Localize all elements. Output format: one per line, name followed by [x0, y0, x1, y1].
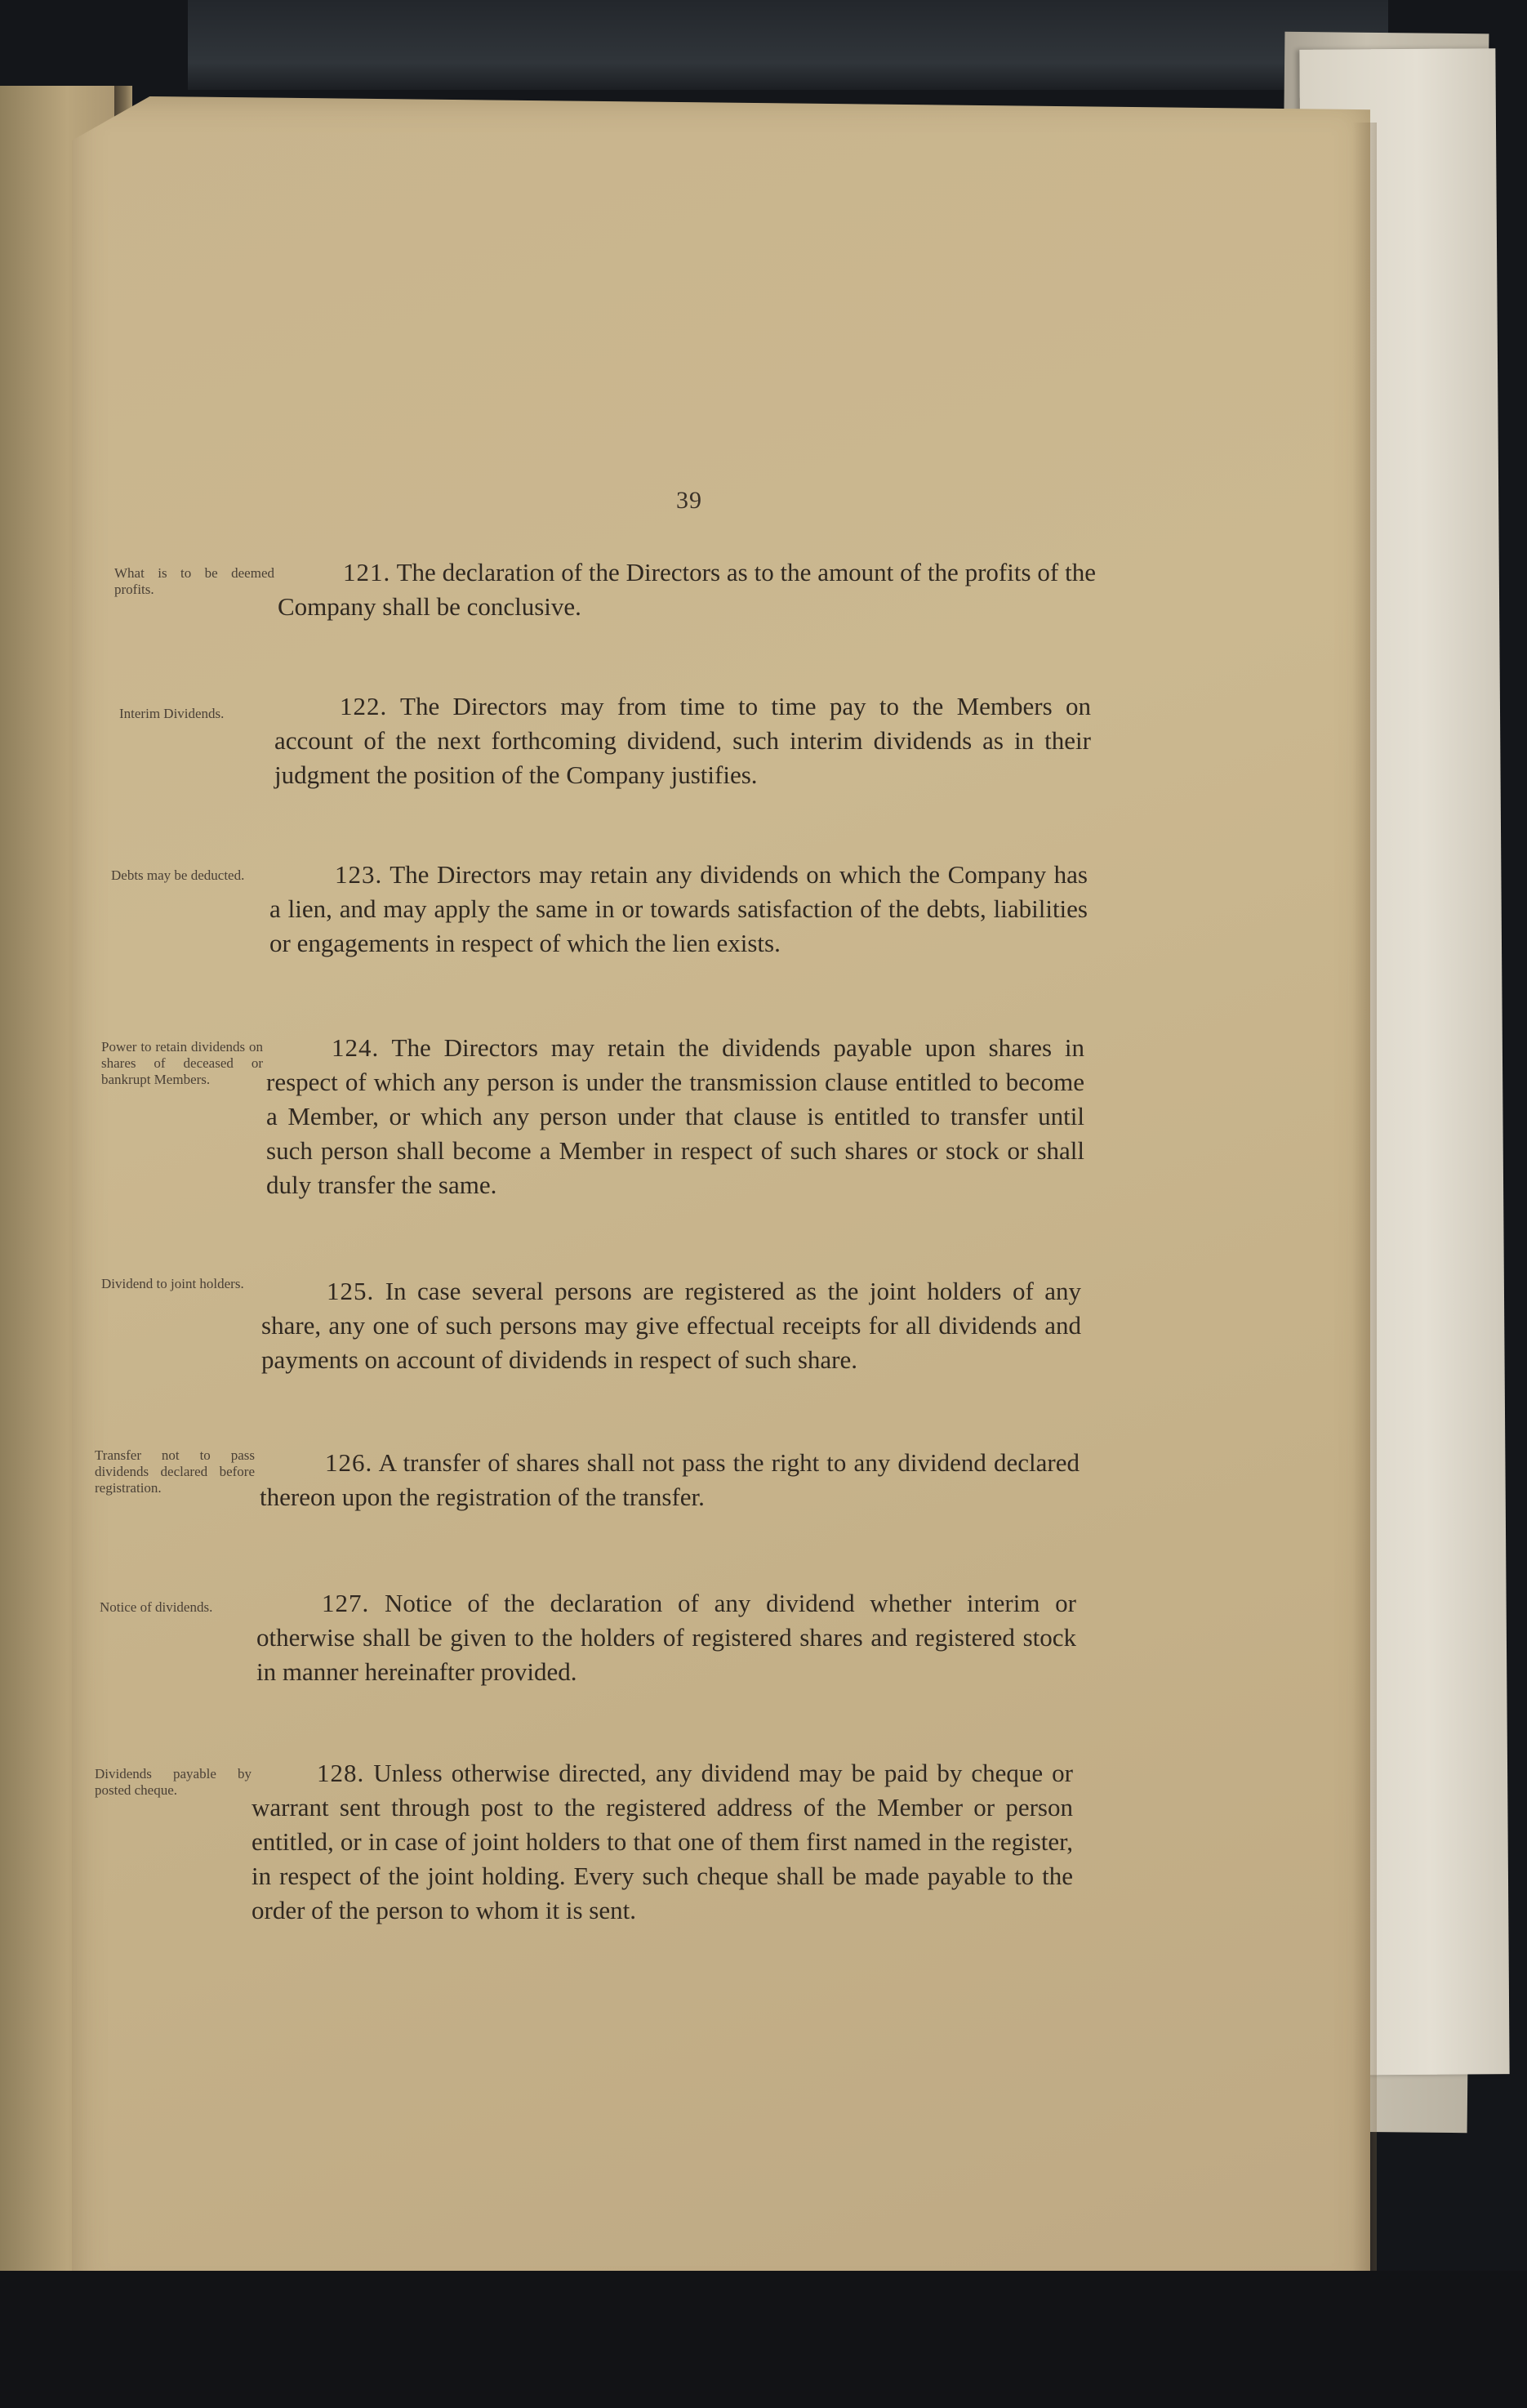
clause-text: The Directors may from time to time pay to the Members on account of the next forthcoming dividend, such interim dividends as in their judgment the position of the Company justifies. — [274, 692, 1091, 789]
clause-number: 123. — [335, 860, 383, 889]
margin-note: Debts may be deducted. — [111, 867, 245, 883]
margin-note: Notice of dividends. — [100, 1599, 213, 1615]
clause-number: 122. — [340, 692, 388, 720]
margin-note: Interim Dividends. — [119, 706, 225, 721]
clause-paragraph — [261, 1274, 1081, 1377]
clause-paragraph — [266, 1031, 1084, 1202]
clause-paragraph — [278, 555, 1096, 624]
clause-number: 124. — [332, 1033, 380, 1062]
clause-text: Notice of the declaration of any dividend whether interim or otherwise shall be given to the holders of registered shares and registered stock in manner hereinafter provided. — [256, 1589, 1076, 1686]
clause-paragraph — [252, 1756, 1073, 1928]
margin-note: What is to be deemed profits. — [114, 565, 274, 597]
clause-paragraph — [260, 1446, 1080, 1514]
background-table — [0, 2271, 1527, 2408]
clause-text: In case several persons are registered as the joint holders of any share, any one of such persons may give effectual receipts for all dividends and payments on account of dividends in respect of such share. — [261, 1277, 1082, 1374]
clause-text: The declaration of the Directors as to the amount of the profits of the Company shall be conclusive. — [278, 558, 1096, 621]
clause-paragraph — [269, 858, 1088, 961]
clause-text: The Directors may retain any dividends on which the Company has a lien, and may apply the same in or towards satisfaction of the debts, liabilities or engagements in respect of which the lien exists. — [269, 860, 1088, 957]
clause-paragraph — [256, 1586, 1076, 1689]
clause-number: 125. — [327, 1277, 375, 1305]
clause-text: Unless otherwise directed, any dividend may be paid by cheque or warrant sent through post to the registered address of the Member or person entitled, or in case of joint holders to that one of them first named in the register, in respect of the joint holding. Every such cheque shall be made payable to the order of the person to whom it is sent. — [252, 1759, 1073, 1924]
clause-text: A transfer of shares shall not pass the right to any dividend declared thereon upon the registration of the transfer. — [260, 1448, 1080, 1511]
margin-note: Dividend to joint holders. — [101, 1276, 244, 1291]
margin-note: Dividends payable by posted cheque. — [95, 1766, 252, 1798]
book-binding — [188, 0, 1388, 90]
clause-text: The Directors may retain the dividends payable upon shares in respect of which any person is under the transmission clause entitled to become a Member, or which any person under that clause is entitled to transfer until such person shall become a Member in respect of such shares or stock or shall duly transfer the same. — [266, 1033, 1084, 1199]
margin-note: Power to retain dividends on shares of deceased or bankrupt Members. — [101, 1039, 263, 1087]
clause-paragraph — [274, 689, 1091, 792]
page-edge-shadow — [1352, 123, 1377, 2279]
margin-note: Transfer not to pass dividends declared before registration. — [95, 1447, 255, 1496]
clause-number: 121. — [343, 558, 391, 586]
clause-number: 127. — [322, 1589, 370, 1617]
clause-number: 128. — [317, 1759, 365, 1787]
page-number: 39 — [676, 487, 702, 514]
clause-number: 126. — [325, 1448, 373, 1477]
